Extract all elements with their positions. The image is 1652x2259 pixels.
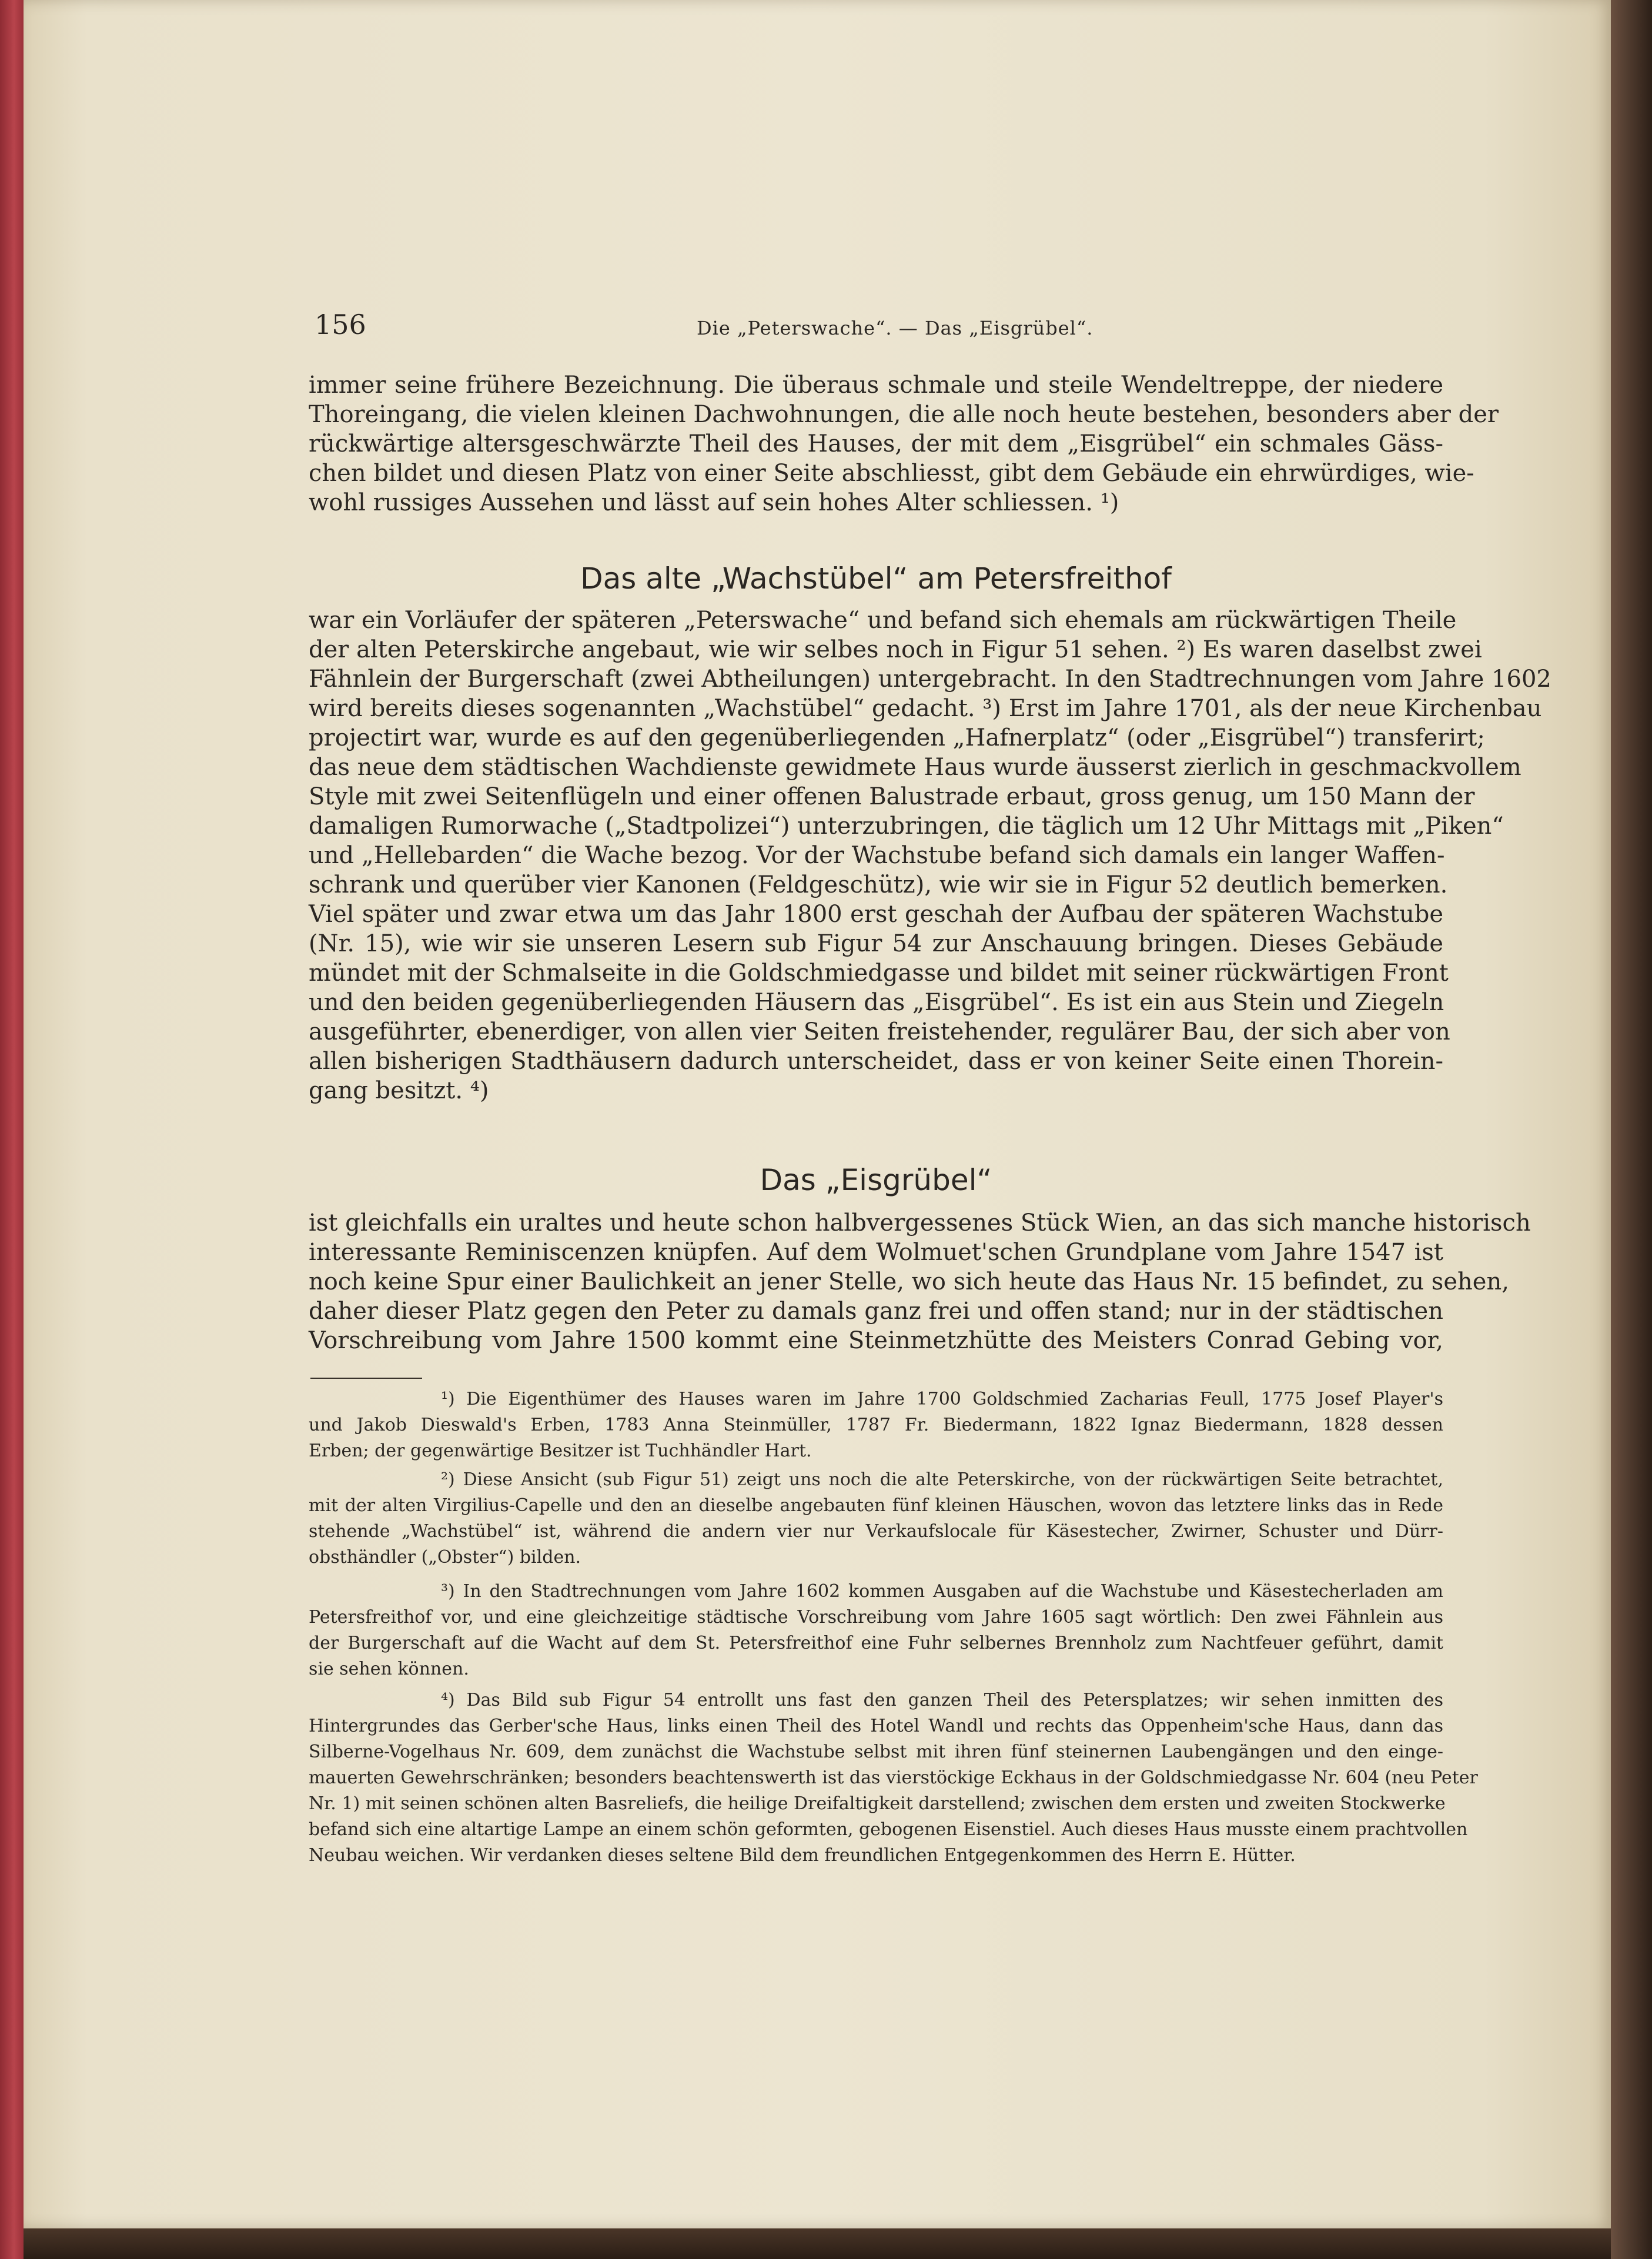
text-line: Fähnlein der Burgerschaft (zwei Abtheilungen) untergebracht. In den Stadtrechnungen vom Jahre 1602 xyxy=(309,666,1551,693)
page-header xyxy=(315,309,1443,350)
text-line: mündet mit der Schmalseite in die Goldschmiedgasse und bildet mit seiner rückwärtigen Front xyxy=(309,960,1449,987)
footnote-line: und Jakob Dieswald's Erben, 1783 Anna Steinmüller, 1787 Fr. Biedermann, 1822 Ignaz Biedermann, 1828 dessen xyxy=(309,1415,1443,1435)
page-number: 156 xyxy=(315,309,366,340)
text-line: immer seine frühere Bezeichnung. Die überaus schmale und steile Wendeltreppe, der niedere xyxy=(309,372,1443,399)
text-line: (Nr. 15), wie wir sie unseren Lesern sub Figur 54 zur Anschauung bringen. Dieses Gebäude xyxy=(309,930,1443,957)
footnote-1 xyxy=(309,1386,1443,1464)
footnote-line: befand sich eine altartige Lampe an einem schön geformten, gebogenen Eisenstiel. Auch dieses Haus musste einem prachtvollen xyxy=(309,1819,1468,1840)
text-line: wird bereits dieses sogenannten „Wachstübel“ gedacht. ³) Erst im Jahre 1701, als der neue Kirchenbau xyxy=(309,695,1542,722)
text-line: ist gleichfalls ein uraltes und heute schon halbvergessenes Stück Wien, an das sich manche historisch xyxy=(309,1209,1531,1237)
text-line: Viel später und zwar etwa um das Jahr 1800 erst geschah der Aufbau der späteren Wachstube xyxy=(309,901,1443,928)
footnote-line: mauerten Gewehrschränken; besonders beachtenswerth ist das vierstöckige Eckhaus in der Goldschmiedgasse Nr. 604 (neu Peter xyxy=(309,1767,1478,1788)
footnote-line: sie sehen können. xyxy=(309,1659,469,1679)
footnote-divider xyxy=(310,1378,422,1379)
footnote-line: der Burgerschaft auf die Wacht auf dem St. Petersfreithof eine Fuhr selbernes Brennholz zum Nachtfeuer geführt, damit xyxy=(309,1633,1443,1653)
text-line: Vorschreibung vom Jahre 1500 kommt eine Steinmetzhütte des Meisters Conrad Gebing vor, xyxy=(309,1327,1443,1354)
text-line: schrank und querüber vier Kanonen (Feldgeschütz), wie wir sie in Figur 52 deutlich bemerken. xyxy=(309,871,1448,898)
text-line: daher dieser Platz gegen den Peter zu damals ganz frei und offen stand; nur in der städtischen xyxy=(309,1298,1443,1325)
section-heading-wachstuebel: Das alte „Wachstübel“ am Petersfreithof xyxy=(580,562,1172,596)
footnote-line: obsthändler („Obster“) bilden. xyxy=(309,1547,581,1568)
section-wachstuebel-paragraph xyxy=(309,606,1551,1105)
footnote-line: stehende „Wachstübel“ ist, während die andern vier nur Verkaufslocale für Käsestecher, Zwirner, Schuster und Dürr- xyxy=(309,1521,1443,1542)
footnote-3 xyxy=(309,1579,1443,1682)
footnote-line: ²) Diese Ansicht (sub Figur 51) zeigt uns noch die alte Peterskirche, von der rückwärtigen Seite betrachtet, xyxy=(441,1469,1443,1490)
text-line: interessante Reminiscenzen knüpfen. Auf dem Wolmuet'schen Grundplane vom Jahre 1547 ist xyxy=(309,1239,1443,1266)
running-head: Die „Peterswache“. — Das „Eisgrübel“. xyxy=(697,317,1093,339)
bottom-page-edge xyxy=(24,2228,1611,2259)
footnote-line: ⁴) Das Bild sub Figur 54 entrollt uns fast den ganzen Theil des Petersplatzes; wir sehen inmitten des xyxy=(441,1690,1443,1710)
section-eisgruebel-paragraph xyxy=(309,1208,1531,1355)
footnote-line: Hintergrundes das Gerber'sche Haus, links einen Theil des Hotel Wandl und rechts das Oppenheim'sche Haus, dann das xyxy=(309,1716,1443,1736)
text-line: und den beiden gegenüberliegenden Häusern das „Eisgrübel“. Es ist ein aus Stein und Ziegeln xyxy=(309,989,1444,1016)
text-line: wohl russiges Aussehen und lässt auf sein hohes Alter schliessen. ¹) xyxy=(309,489,1119,516)
text-line: Style mit zwei Seitenflügeln und einer offenen Balustrade erbaut, gross genug, um 150 Mann der xyxy=(309,783,1475,810)
footnote-line: Petersfreithof vor, und eine gleichzeitige städtische Vorschreibung vom Jahre 1605 sagt wörtlich: Den zwei Fähnlein aus xyxy=(309,1607,1443,1628)
footnote-line: ¹) Die Eigenthümer des Hauses waren im Jahre 1700 Goldschmied Zacharias Feull, 1775 Josef Player's xyxy=(441,1389,1443,1409)
footnote-line: ³) In den Stadtrechnungen vom Jahre 1602 kommen Ausgaben auf die Wachstube und Käsestecherladen am xyxy=(441,1581,1443,1602)
text-line: rückwärtige altersgeschwärzte Theil des Hauses, der mit dem „Eisgrübel“ ein schmales Gäss- xyxy=(309,430,1443,457)
text-line: und „Hellebarden“ die Wache bezog. Vor der Wachstube befand sich damals ein langer Waffen- xyxy=(309,842,1445,869)
red-binding-edge xyxy=(0,0,24,2259)
text-line: Thoreingang, die vielen kleinen Dachwohnungen, die alle noch heute bestehen, besonders aber der xyxy=(309,401,1499,428)
text-line: war ein Vorläufer der späteren „Peterswache“ und befand sich ehemals am rückwärtigen Theile xyxy=(309,607,1457,634)
right-page-edge xyxy=(1611,0,1652,2259)
text-line: allen bisherigen Stadthäusern dadurch unterscheidet, dass er von keiner Seite einen Thorein- xyxy=(309,1048,1443,1075)
footnote-line: mit der alten Virgilius-Capelle und den an dieselbe angebauten fünf kleinen Häuschen, wovon das letztere links das in Rede xyxy=(309,1495,1443,1516)
text-line: der alten Peterskirche angebaut, wie wir selbes noch in Figur 51 sehen. ²) Es waren daselbst zwei xyxy=(309,636,1482,663)
text-line: das neue dem städtischen Wachdienste gewidmete Haus wurde äusserst zierlich in geschmackvollem xyxy=(309,754,1521,781)
footnote-4 xyxy=(309,1687,1478,1869)
intro-paragraph xyxy=(309,370,1499,517)
footnote-line: Neubau weichen. Wir verdanken dieses seltene Bild dem freundlichen Entgegenkommen des Herrn E. Hütter. xyxy=(309,1845,1296,1866)
footnote-line: Erben; der gegenwärtige Besitzer ist Tuchhändler Hart. xyxy=(309,1441,812,1461)
footnote-line: Silberne-Vogelhaus Nr. 609, dem zunächst die Wachstube selbst mit ihren fünf steinernen Laubengängen und den einge- xyxy=(309,1742,1443,1762)
text-line: damaligen Rumorwache („Stadtpolizei“) unterzubringen, die täglich um 12 Uhr Mittags mit „Piken“ xyxy=(309,813,1504,840)
footnote-2 xyxy=(309,1467,1443,1570)
text-line: noch keine Spur einer Baulichkeit an jener Stelle, wo sich heute das Haus Nr. 15 befindet, zu sehen, xyxy=(309,1268,1509,1295)
text-line: chen bildet und diesen Platz von einer Seite abschliesst, gibt dem Gebäude ein ehrwürdiges, wie- xyxy=(309,460,1474,487)
section-heading-eisgruebel: Das „Eisgrübel“ xyxy=(760,1163,992,1197)
text-line: gang besitzt. ⁴) xyxy=(309,1077,489,1104)
text-line: projectirt war, wurde es auf den gegenüberliegenden „Hafnerplatz“ (oder „Eisgrübel“) transferirt; xyxy=(309,724,1485,751)
text-line: ausgeführter, ebenerdiger, von allen vier Seiten freistehender, regulärer Bau, der sich aber von xyxy=(309,1018,1450,1045)
footnote-line: Nr. 1) mit seinen schönen alten Basreliefs, die heilige Dreifaltigkeit darstellend; zwischen dem ersten und zweiten Stockwerke xyxy=(309,1793,1446,1814)
